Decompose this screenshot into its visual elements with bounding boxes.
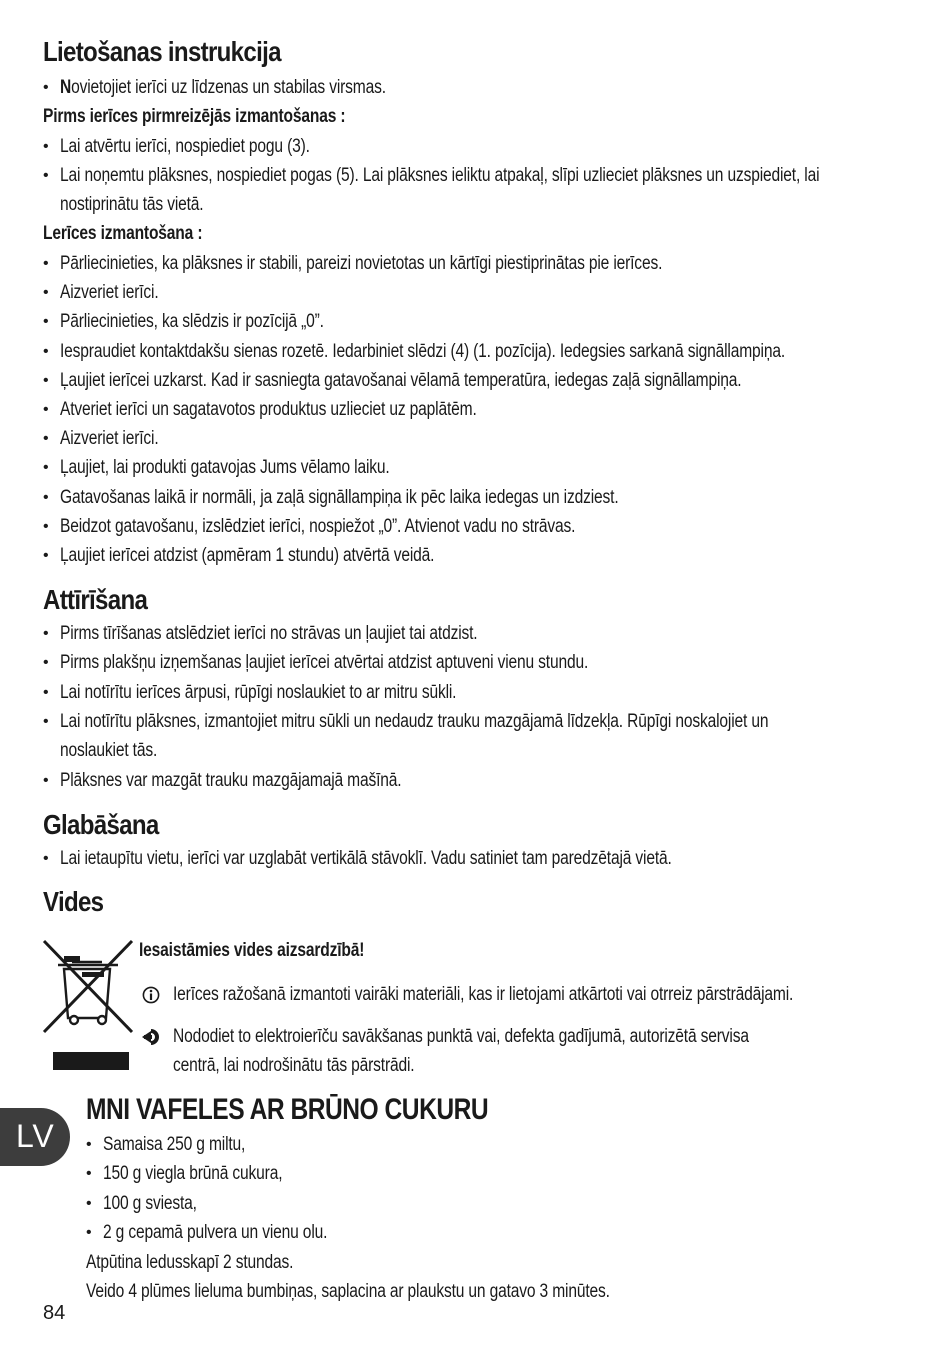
storage-item: Lai ietaupītu vietu, ierīci var uzglabāt vertikālā stāvoklī. Vadu satiniet tam paredzētajā vietā. [60, 848, 672, 869]
cleaning-item: Plāksnes var mazgāt trauku mazgājamajā mašīnā. [60, 770, 402, 791]
using-item: Aizveriet ierīci. [60, 428, 159, 449]
using-item: Gatavošanas laikā ir normāli, ja zaļā signāllampiņa ik pēc laika iedegas un izdziest. [60, 487, 619, 508]
bullet-icon: • [43, 372, 49, 389]
environment-info-text: Ierīces ražošanā izmantoti vairāki materiāli, kas ir lietojami atkārtoti vai otrreiz pārstrādājami. [173, 984, 794, 1005]
bullet-icon: • [43, 459, 49, 476]
bullet-icon: • [43, 138, 49, 155]
recipe-step: Atpūtina ledusskapī 2 stundas. [86, 1252, 294, 1273]
weee-crossed-bin-icon [40, 938, 136, 1074]
bullet-icon: • [86, 1195, 92, 1212]
bullet-icon: • [43, 343, 49, 360]
using-item: Atveriet ierīci un sagatavotos produktus uzlieciet uz paplātēm. [60, 399, 477, 420]
cleaning-item-continued: noslaukiet tās. [60, 740, 158, 761]
bullet-icon: • [43, 684, 49, 701]
bullet-icon: • [43, 284, 49, 301]
bullet-icon: • [43, 625, 49, 642]
using-item: Beidzot gatavošanu, izslēdziet ierīci, nospiežot „0”. Atvienot vadu no strāvas. [60, 516, 576, 537]
bullet-icon: • [43, 430, 49, 447]
bullet-icon: • [43, 79, 49, 96]
using-item: Ļaujiet, lai produkti gatavojas Jums vēlamo laiku. [60, 457, 390, 478]
bullet-icon: • [43, 255, 49, 272]
page-number: 84 [43, 1302, 66, 1324]
cleaning-item: Pirms tīrīšanas atslēdziet ierīci no strāvas un ļaujiet tai atdzist. [60, 623, 478, 644]
cleaning-item: Lai notīrītu plāksnes, izmantojiet mitru sūkli un nedaudz trauku mazgājamā līdzekļa. Rūpīgi noskalojiet un [60, 711, 769, 732]
cleaning-item: Lai notīrītu ierīces ārpusi, rūpīgi noslaukiet to ar mitru sūkli. [60, 682, 457, 703]
bullet-icon: • [43, 547, 49, 564]
using-item: Aizveriet ierīci. [60, 282, 159, 303]
arrow-right-icon [141, 1028, 161, 1046]
recipe-ingredient: 100 g sviesta, [103, 1193, 197, 1214]
recipe-ingredient: Samaisa 250 g miltu, [103, 1134, 246, 1155]
recipe-title: MNI VAFELES AR BRŪNO CUKURU [86, 1093, 489, 1126]
bullet-icon: • [43, 313, 49, 330]
using-item: Ļaujiet ierīcei atdzist (apmēram 1 stundu) atvērtā veidā. [60, 545, 435, 566]
usage-intro [60, 77, 386, 99]
language-tab-label: LV [16, 1118, 55, 1154]
environment-recycle-text-continued: centrā, lai nodrošinātu tās pārstrādi. [173, 1055, 415, 1076]
using-item: Iespraudiet kontaktdakšu sienas rozetē. Iedarbiniet slēdzi (4) (1. pozīcija). Iedegsies sarkanā signāllampiņa. [60, 341, 786, 362]
cleaning-item: Pirms plakšņu izņemšanas ļaujiet ierīcei atvērtai atdzist aptuveni vienu stundu. [60, 652, 589, 673]
environment-heading: Iesaistāmies vides aizsardzībā! [139, 940, 365, 961]
bullet-icon: • [86, 1224, 92, 1241]
using-heading: Lerīces izmantošana : [43, 223, 203, 244]
bullet-icon: • [43, 654, 49, 671]
first-use-item: Lai noņemtu plāksnes, nospiediet pogas (5). Lai plāksnes ieliktu atpakaļ, slīpi uzlieciet plāksnes un uzspiediet, lai [60, 165, 820, 186]
recipe-ingredient: 2 g cepamā pulvera un vienu olu. [103, 1222, 328, 1243]
bullet-icon: • [43, 713, 49, 730]
environment-recycle-text: Nododiet to elektroierīču savākšanas punktā vai, defekta gadījumā, autorizētā servisa [173, 1026, 749, 1047]
bullet-icon: • [86, 1165, 92, 1182]
info-icon [142, 986, 160, 1004]
bullet-icon: • [43, 167, 49, 184]
usage-section-title: Lietošanas instrukcija [43, 36, 281, 67]
bullet-icon: • [86, 1136, 92, 1153]
using-item: Ļaujiet ierīcei uzkarst. Kad ir sasniegta gatavošanai vēlamā temperatūra, iedegas zaļā signāllampiņa. [60, 370, 742, 391]
cleaning-section-title: Attīrīšana [43, 584, 148, 615]
first-use-item: Lai atvērtu ierīci, nospiediet pogu (3). [60, 136, 310, 157]
first-use-heading: Pirms ierīces pirmreizējās izmantošanas : [43, 106, 346, 127]
bullet-icon: • [43, 489, 49, 506]
recipe-ingredient: 150 g viegla brūnā cukura, [103, 1163, 283, 1184]
environment-section-title: Vides [43, 886, 104, 917]
first-use-item-continued: nostiprinātu tās vietā. [60, 194, 204, 215]
recipe-step: Veido 4 plūmes lieluma bumbiņas, saplacina ar plaukstu un gatavo 3 minūtes. [86, 1281, 610, 1302]
storage-section-title: Glabāšana [43, 809, 159, 840]
using-item: Pārliecinieties, ka plāksnes ir stabili, pareizi novietotas un kārtīgi piestiprinātas pie ierīces. [60, 253, 663, 274]
usage-intro-initial: N [60, 77, 72, 98]
bullet-icon: • [43, 518, 49, 535]
usage-intro-text: ovietojiet ierīci uz līdzenas un stabilas virsmas. [71, 77, 386, 98]
bullet-icon: • [43, 401, 49, 418]
bullet-icon: • [43, 850, 49, 867]
bullet-icon: • [43, 772, 49, 789]
using-item: Pārliecinieties, ka slēdzis ir pozīcijā „0”. [60, 311, 324, 332]
